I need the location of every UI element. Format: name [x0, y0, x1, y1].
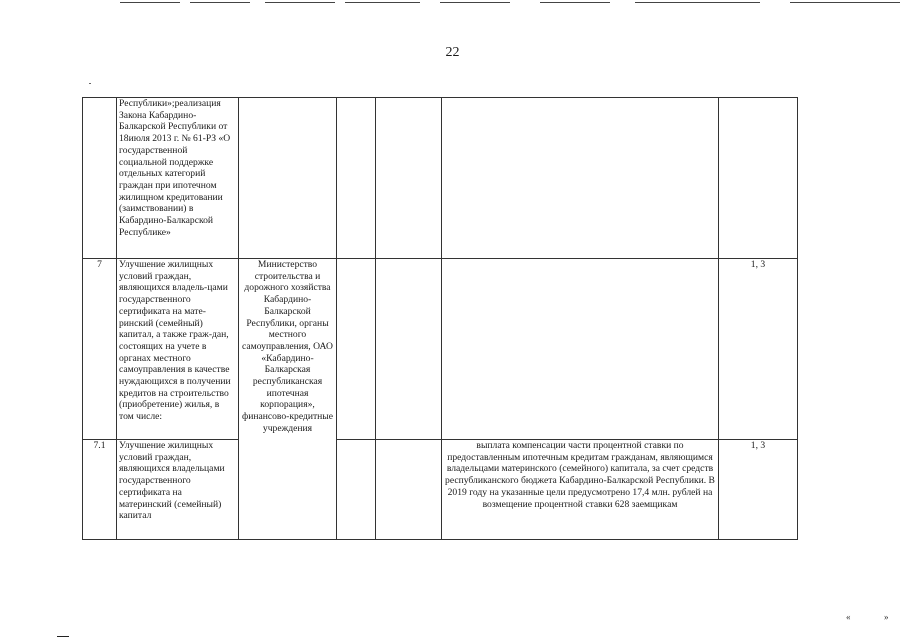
measure-name: Улучшение жилищных условий граждан, являющихся владельцами государственного сертификата на материнский (семейный) капитал: [117, 440, 239, 540]
row-number: 7.1: [83, 440, 117, 540]
scan-speck: [57, 636, 69, 637]
indicator-link: 1, 3: [719, 259, 798, 440]
period-end-cell: [376, 259, 442, 440]
period-start-cell: [337, 440, 376, 540]
period-end-cell: [376, 98, 442, 259]
top-rule: [190, 2, 250, 3]
row-number: [83, 98, 117, 259]
executor-cell: [239, 98, 337, 259]
scan-speck: [89, 83, 91, 84]
executor: Министерство строительства и дорожного хозяйства Кабардино-Балкарской Республики, органы местного самоуправления, ОАО «Кабардино-Балкарская республиканская ипотечная корпорация», финансово-кредитные учреждения: [239, 259, 337, 540]
indicator-link: [719, 98, 798, 259]
row-number: 7: [83, 259, 117, 440]
footer-mark-open: «: [846, 612, 851, 622]
page-number: 22: [445, 45, 460, 60]
period-start-cell: [337, 259, 376, 440]
table-row: [83, 259, 798, 440]
expected-result: выплата компенсации части процентной ставки по предоставленным ипотечным кредитам гражданам, являющимся владельцами материнского (семейного) капитала, за счет средств республиканского бюджета Кабардино-Балкарской Республики. В 2019 году на указанные цели предусмотрено 17,4 млн. рублей на возмещение процентной ставки 628 заемщикам: [442, 440, 719, 540]
program-table: [82, 97, 798, 540]
top-rule: [540, 2, 610, 3]
period-start-cell: [337, 98, 376, 259]
expected-result: [442, 98, 719, 259]
top-rule: [790, 2, 900, 3]
expected-result: [442, 259, 719, 440]
period-end-cell: [376, 440, 442, 540]
measure-name: Улучшение жилищных условий граждан, являющихся владель-цами государственного сертификата на мате-ринский (семейный) капитал, а также граж-дан, состоящих на учете в органах местного самоуправления в качестве нуждающихся в получении кредитов на строительство (приобретение) жилья, в том числе:: [117, 259, 239, 440]
indicator-link: 1, 3: [719, 440, 798, 540]
table-row: [83, 440, 798, 540]
top-rule: [345, 2, 420, 3]
top-rule: [120, 2, 180, 3]
top-rule: [635, 2, 760, 3]
measure-name: Республики»;реализация Закона Кабардино-Балкарской Республики от 18июля 2013 г. № 61-РЗ «О государственной социальной поддержке отдельных категорий граждан при ипотечном жилищном кредитовании (заимствовании) в Кабардино-Балкарской Республике»: [117, 98, 239, 259]
top-rule: [440, 2, 510, 3]
table-row: [83, 98, 798, 259]
footer-mark-close: »: [884, 612, 889, 622]
top-rule: [265, 2, 335, 3]
